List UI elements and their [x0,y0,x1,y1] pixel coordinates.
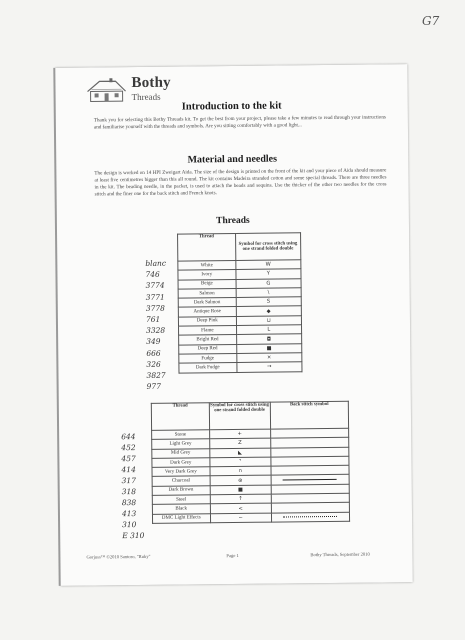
col-thread: Thread [151,403,209,431]
dotted-backstitch-line [283,516,337,518]
thread-name: Deep Red [179,344,237,354]
thread-name: Ivory [178,270,236,280]
handwritten-thread-number: 413 [121,509,137,519]
col-symbol: Symbol for cross stitch using one strand folded double [209,402,271,430]
thread-name: Deep Pink [178,316,236,326]
handwritten-thread-number: 761 [145,314,161,324]
footer-copyright: Gorjuss™ ©2010 Santoro, "Ruby" [86,553,151,560]
stitch-symbol: ◘ [236,334,301,344]
thread-name: DMC Light Effects [152,513,210,523]
stitch-symbol: Y [236,269,301,279]
thread-name: Dark Salmon [178,298,236,308]
backstitch-cell [271,512,349,522]
handwritten-thread-number: 349 [146,337,161,347]
thread-name: Beige [178,279,236,289]
handwritten-thread-number: 317 [121,476,136,486]
stitch-symbol: × [236,353,301,363]
thread-name: Light Grey [152,439,210,449]
handwritten-thread-number: 3328 [146,325,166,336]
cottage-icon [85,77,127,103]
thread-name: Very Dark Grey [152,467,210,477]
stitch-symbol: ⊔ [236,316,301,326]
handwritten-thread-number: 3778 [145,303,165,313]
stitch-symbol: G [236,278,301,288]
thread-name: Salmon [178,288,236,298]
handwritten-thread-number: 452 [121,443,136,453]
handwritten-thread-number: blanc [145,258,167,268]
handwritten-thread-number: E 310 [122,530,145,541]
stitch-symbol: ◆ [236,306,301,316]
stitch-symbol: ↑ [210,494,271,504]
handwritten-thread-number: 318 [121,487,137,497]
thread-row [179,362,302,373]
stitch-symbol: Z [209,438,270,448]
thread-name: Dark Fudge [179,363,237,373]
thread-name: Fudge [179,353,237,363]
thread-name: Flame [179,326,237,336]
stitch-symbol: L [236,325,301,335]
brand-subtitle: Threads [131,91,161,103]
thread-name: Black [152,504,210,514]
threads-table-1 [177,232,302,373]
threads-heading: Threads [216,215,250,227]
stitch-symbol: ⊛ [210,476,271,486]
handwritten-thread-number: 310 [122,520,137,530]
handwritten-thread-number: 3774 [145,281,165,291]
materials-paragraph: The design is worked on 14 HPI Zweigart Aida. The size of the design is printed on the front of the kit and your piece of Aida should measure at least five centimetres bigger than this all round. The kit contains Madeira stranded cotton and some special threads. There are three needles in the kit. The beading needle, in the packet, is used to attach the beads and sequins. Use the thicker of the other two needles for the cross stitch and the finer one for the back stitch and French knots. [94,167,387,198]
handwritten-thread-number: 3771 [145,292,165,302]
thread-name: Mid Grey [152,448,210,458]
thread-name: Stone [152,430,210,440]
handwritten-thread-number: 414 [121,465,136,475]
handwritten-thread-number: 457 [121,454,136,464]
intro-heading: Introduction to the kit [181,100,282,113]
handwritten-thread-number: 977 [146,381,162,392]
instruction-sheet [55,64,412,586]
col-thread: Thread [178,233,236,261]
footer-page: Page 1 [226,552,239,559]
col-back-stitch: Back stitch symbol [270,401,348,429]
solid-backstitch-line [283,479,337,481]
thread-row [152,512,349,523]
stitch-symbol: → [237,362,302,372]
stitch-symbol: − [210,513,271,523]
stitch-symbol: ■ [210,485,271,495]
thread-name: White [178,260,236,270]
stitch-symbol: ◣ [209,448,270,458]
col-symbol: Symbol for cross stitch using one strand folded double [235,233,301,261]
thread-name: Dark Grey [152,458,210,468]
stitch-symbol: W [235,260,300,270]
corner-handwritten-mark: G7 [422,14,440,28]
thread-name: Charcoal [152,476,210,486]
threads-table-2 [151,401,350,524]
handwritten-thread-number: 838 [121,498,137,508]
thread-name: Dark Brown [152,486,210,496]
thread-name: Bright Red [179,335,237,345]
stitch-symbol: ■ [236,343,301,353]
stitch-symbol: < [210,503,271,513]
stitch-symbol: ∩ [210,466,271,476]
thread-name: Antique Rose [178,307,236,317]
handwritten-thread-number: 644 [121,432,136,442]
stitch-symbol: + [209,429,270,439]
handwritten-thread-number: 746 [145,269,160,280]
thread-name: Steel [152,495,210,505]
footer-publisher: Bothy Threads, September 2010 [310,551,370,558]
handwritten-thread-number: 326 [146,359,161,369]
handwritten-thread-number: 666 [146,348,161,358]
intro-paragraph: Thank you for selecting this Bothy Threads kit. To get the best from your project, please take a few minutes to read through your instructions and familiarise yourself with the threads and symbols. Are you sitting comfortably with a good light... [93,114,386,131]
stitch-symbol: ⌝ [209,457,270,467]
stitch-symbol: \ [236,288,301,298]
stitch-symbol: S [236,297,301,307]
handwritten-thread-number: 3827 [146,370,166,380]
brand-title: Bothy [131,74,171,92]
materials-heading: Material and needles [187,153,278,166]
